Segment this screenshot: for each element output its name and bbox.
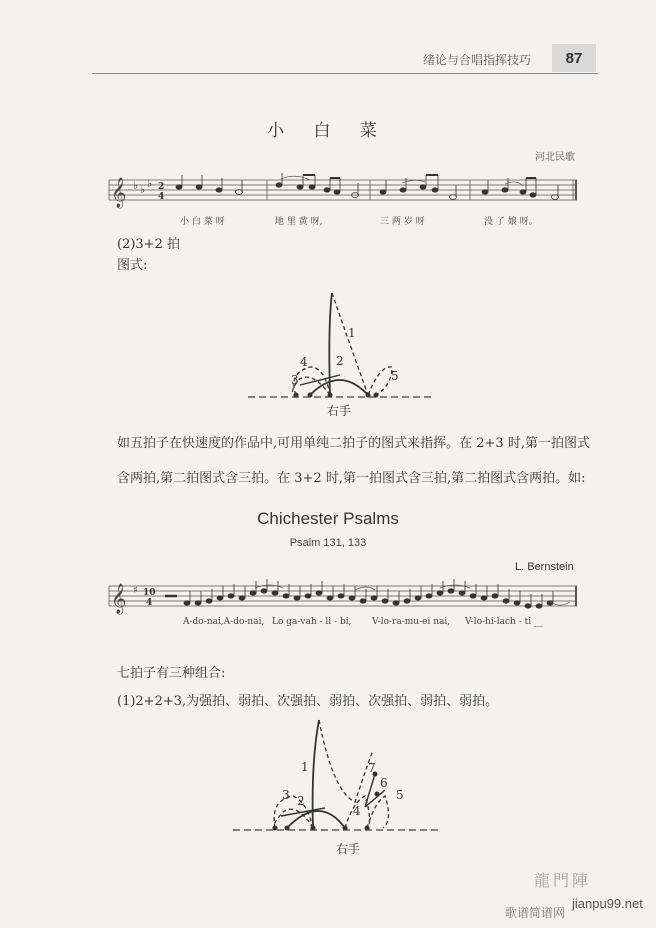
beat-label-3: 3 bbox=[291, 373, 299, 387]
song1-lyric-4: 没 了 娘 呀。 bbox=[484, 217, 538, 227]
diagram1-caption: 右手 bbox=[327, 404, 352, 418]
beat7-label-3: 3 bbox=[282, 788, 290, 802]
note-head bbox=[338, 594, 344, 598]
beat7-label-6: 6 bbox=[380, 776, 388, 790]
note-head bbox=[459, 591, 465, 595]
song1-lyric-1: 小 白 菜 呀 bbox=[180, 217, 225, 227]
beat-label-2: 2 bbox=[336, 354, 344, 368]
song2-title: Chichester Psalms bbox=[257, 509, 399, 528]
song2-lyric-1: A-do-nai,A-do-nai, bbox=[183, 617, 265, 627]
beat7-label-4: 4 bbox=[353, 804, 361, 818]
conducting-diagram-7-beat bbox=[225, 712, 450, 847]
note-head bbox=[525, 604, 531, 608]
paragraph2-line2: (1)2+2+3,为强拍、弱拍、次强拍、弱拍、次强拍、弱拍、弱拍。 bbox=[117, 694, 499, 709]
header-rule bbox=[92, 73, 598, 74]
svg-text:2: 2 bbox=[158, 182, 165, 192]
note-head bbox=[250, 591, 256, 595]
note-head bbox=[393, 601, 399, 605]
note-head bbox=[415, 596, 421, 600]
song1-lyric-2: 地 里 黄 呀, bbox=[275, 217, 323, 227]
svg-text:4: 4 bbox=[158, 192, 165, 202]
note-head bbox=[305, 594, 311, 598]
beat7-label-1: 1 bbox=[301, 760, 309, 774]
watermark-text: 歌谱简谱网 bbox=[505, 906, 566, 920]
song1-origin: 河北民歌 bbox=[535, 152, 575, 163]
svg-text:♭: ♭ bbox=[140, 183, 146, 196]
watermark-logo: 龍門陣 bbox=[534, 871, 592, 890]
note-head bbox=[217, 596, 223, 600]
page-number: 87 bbox=[552, 44, 596, 72]
song2-lyric-2: Lo ga-vah - li - bi, bbox=[272, 617, 352, 627]
time-sig-bottom: 4 bbox=[146, 598, 153, 608]
diagram2-caption: 右手 bbox=[336, 842, 361, 856]
note-head bbox=[272, 591, 278, 595]
note-head bbox=[261, 589, 267, 593]
song1-title: 小 白 菜 bbox=[267, 121, 389, 141]
watermark-site: jianpu99.net bbox=[572, 896, 643, 911]
note-head bbox=[294, 596, 300, 600]
note-head bbox=[382, 599, 388, 603]
beat-label-5: 5 bbox=[391, 369, 399, 383]
svg-text:♭: ♭ bbox=[133, 179, 139, 192]
note-head bbox=[470, 594, 476, 598]
note-head bbox=[283, 594, 289, 598]
note-head bbox=[206, 599, 212, 603]
note-head bbox=[536, 604, 542, 608]
conducting-diagram-5-beat bbox=[240, 285, 440, 420]
song1-lyric-3: 三 两 岁 呀 bbox=[380, 217, 425, 227]
note-head bbox=[481, 596, 487, 600]
note-head bbox=[426, 594, 432, 598]
note-head bbox=[195, 601, 201, 605]
note-head bbox=[371, 596, 377, 600]
note-head bbox=[349, 596, 355, 600]
note-head bbox=[514, 601, 520, 605]
beat-label-1: 1 bbox=[348, 326, 356, 340]
paragraph2-line1: 七拍子有三种组合: bbox=[117, 666, 226, 681]
note-head bbox=[437, 591, 443, 595]
note-head bbox=[492, 594, 498, 598]
note-head bbox=[316, 591, 322, 595]
note-head bbox=[327, 596, 333, 600]
song1-staff bbox=[105, 172, 583, 214]
beat-label-4: 4 bbox=[300, 355, 308, 369]
chapter-title: 绪论与合唱指挥技巧 bbox=[423, 53, 532, 67]
song2-lyric-3: V-lo-ra-mu-ei nai, bbox=[372, 617, 451, 627]
song2-lyric-4: V-lo-hi-lach - ti __ bbox=[465, 617, 543, 627]
diagram-label: 图式: bbox=[117, 258, 148, 273]
beat7-label-5: 5 bbox=[396, 788, 404, 802]
song2-composer: L. Bernstein bbox=[515, 561, 574, 573]
svg-text:𝄞: 𝄞 bbox=[111, 178, 127, 208]
svg-text:♯: ♯ bbox=[133, 585, 138, 596]
note-head bbox=[228, 594, 234, 598]
note-head bbox=[448, 589, 454, 593]
note-head bbox=[360, 599, 366, 603]
beat7-label-2: 2 bbox=[297, 794, 305, 808]
svg-text:𝄞: 𝄞 bbox=[111, 584, 127, 614]
section-heading-3-2: (2)3+2 拍 bbox=[117, 237, 180, 252]
time-sig-top: 10 bbox=[143, 588, 156, 598]
song2-staff bbox=[105, 578, 583, 620]
note-head bbox=[184, 601, 190, 605]
beat7-label-7: 7 bbox=[368, 761, 376, 775]
note-head bbox=[404, 599, 410, 603]
song2-subtitle: Psalm 131, 133 bbox=[289, 537, 367, 549]
paragraph1-line1: 如五拍子在快速度的作品中,可用单纯二拍子的图式来指挥。在 2+3 时,第一拍图式 bbox=[117, 436, 590, 451]
note-head bbox=[239, 596, 245, 600]
paragraph1-line2: 含两拍,第二拍图式含三拍。在 3+2 时,第一拍图式含三拍,第二拍图式含两拍。如: bbox=[117, 471, 586, 486]
svg-text:♭: ♭ bbox=[147, 177, 153, 190]
note-head bbox=[503, 599, 509, 603]
